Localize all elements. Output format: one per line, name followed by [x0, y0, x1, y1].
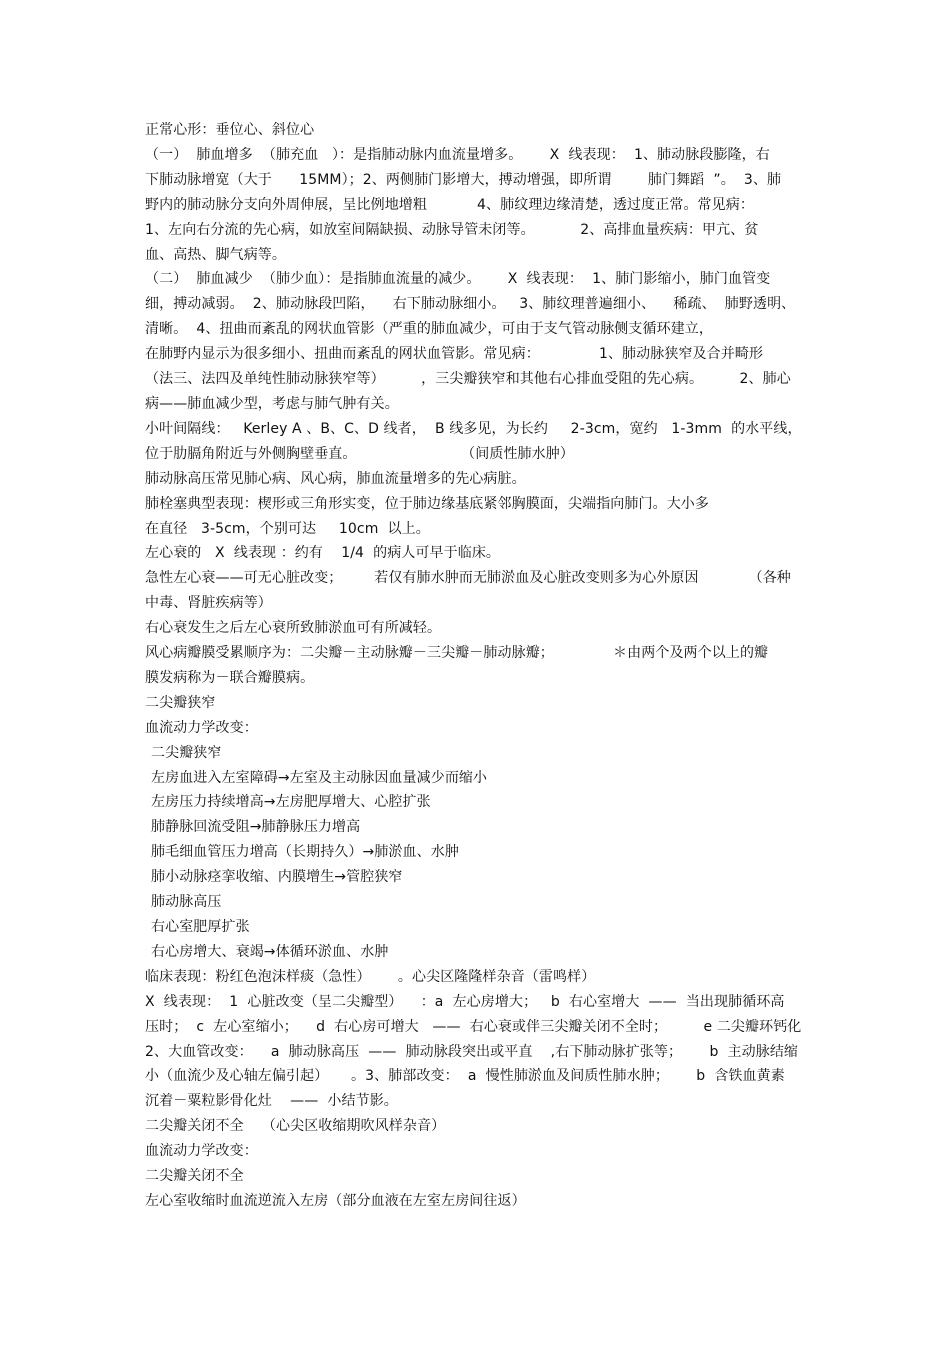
text-line: 正常心形：垂位心、斜位心	[145, 122, 315, 138]
text-line: （一） 肺血增多 （肺充血 ）：是指肺动脉内血流量增多。 X 线表现： 1、肺动脉段膨隆，右	[145, 146, 770, 163]
text-line: 左房血进入左室障碍→左室及主动脉因血量减少而缩小	[151, 769, 488, 786]
text-line: 肺动脉高压常见肺心病、风心病，肺血流量增多的先心病脏。	[145, 470, 526, 487]
text-line: X 线表现： 1 心脏改变（呈二尖瓣型） ：a 左心房增大； b 右心室增大 —— 当出现肺循环高	[145, 993, 785, 1010]
text-line: （二） 肺血减少 （肺少血）：是指肺血流量的减少。 X 线表现： 1、肺门影缩小，肺门血管变	[145, 271, 771, 288]
text-line: 膜发病称为－联合瓣膜病。	[145, 669, 315, 686]
text-line: 二尖瓣关闭不全 （心尖区收缩期吹风样杂音）	[145, 1118, 446, 1135]
text-line: 左房压力持续增高→左房肥厚增大、心腔扩张	[151, 794, 431, 811]
document-body	[145, 118, 810, 1214]
text-line: 小叶间隔线： Kerley A 、B、C、D 线者， B 线多见，为长约 2-3cm，宽约 1-3mm 的水平线，	[145, 420, 802, 437]
text-line: 血流动力学改变：	[145, 1143, 258, 1160]
text-line: 右心房增大、衰竭→体循环淤血、水肿	[151, 943, 389, 960]
text-line: （法三、法四及单纯性肺动脉狭窄等） ，三尖瓣狭窄和其他右心排血受阻的先心病。 2、肺心	[145, 371, 791, 388]
text-line: 急性左心衰——可无心脏改变； 若仅有肺水肿而无肺淤血及心脏改变则多为心外原因 （各种	[145, 570, 791, 587]
text-line: 肺栓塞典型表现：楔形或三角形实变，位于肺边缘基底紧邻胸膜面，尖端指向肺门。大小多	[145, 495, 709, 512]
text-line: 下肺动脉增宽（大于 15MM）；2、两侧肺门影增大，搏动增强，即所谓 肺门舞蹈 ”。 3、肺	[145, 171, 782, 188]
text-line: 位于肋膈角附近与外侧胸壁垂直。 （间质性肺水肿）	[145, 445, 574, 462]
text-line: 小（血流少及心轴左偏引起） 。3、肺部改变： a 慢性肺淤血及间质性肺水肿； b 含铁血黄素	[145, 1068, 785, 1085]
text-line: 在肺野内显示为很多细小、扭曲而紊乱的网状血管影。常见病： 1、肺动脉狭窄及合并畸形	[145, 346, 764, 363]
text-line: 左心室收缩时血流逆流入左房（部分血液在左室左房间往返）	[145, 1192, 526, 1209]
text-line: 右心室肥厚扩张	[151, 919, 250, 935]
text-line: 在直径 3-5cm，个别可达 10cm 以上。	[145, 520, 430, 537]
text-line: 1、左向右分流的先心病，如放室间隔缺损、动脉导管未闭等。 2、高排血量疾病：甲亢、贫	[145, 221, 759, 238]
text-line: 肺动脉高压	[151, 894, 222, 911]
text-line: 血、高热、脚气病等。	[145, 246, 286, 263]
text-line: 压时； c 左心室缩小； d 右心房可增大 —— 右心衰或伴三尖瓣关闭不全时； e 二尖瓣环钙化	[145, 1018, 802, 1035]
text-line: 病——肺血减少型，考虑与肺气肿有关。	[145, 395, 399, 412]
text-line: 二尖瓣关闭不全	[145, 1168, 244, 1185]
text-line: 中毒、肾脏疾病等）	[145, 595, 272, 612]
text-line: 右心衰发生之后左心衰所致肺淤血可有所减轻。	[145, 620, 442, 637]
text-line: 野内的肺动脉分支向外周伸展，呈比例地增粗 4、肺纹理边缘清楚，透过度正常。常见病：	[145, 196, 754, 213]
text-line: 清晰。 4、扭曲而紊乱的网状血管影（严重的肺血减少，可由于支气管动脉侧支循环建立，	[145, 321, 714, 338]
text-line: 沉着－粟粒影骨化灶 —— 小结节影。	[145, 1093, 398, 1110]
text-line: 肺小动脉痉挛收缩、内膜增生→管腔狭窄	[151, 869, 403, 886]
text-line: 血流动力学改变：	[145, 719, 258, 736]
text-line: 二尖瓣狭窄	[145, 694, 216, 711]
text-line: 肺毛细血管压力增高（长期持久）→肺淤血、水肿	[151, 844, 459, 861]
text-line: 二尖瓣狭窄	[151, 744, 222, 761]
text-line: 临床表现：粉红色泡沫样痰（急性） 。心尖区隆隆样杂音（雷鸣样）	[145, 968, 596, 985]
text-line: 2、大血管改变： a 肺动脉高压 —— 肺动脉段突出或平直 ,右下肺动脉扩张等； b 主动脉结缩	[145, 1043, 799, 1060]
text-line: 风心病瓣膜受累顺序为：二尖瓣－主动脉瓣－三尖瓣－肺动脉瓣； ＊由两个及两个以上的瓣	[145, 645, 769, 662]
text-line: 细，搏动减弱。 2、肺动脉段凹陷， 右下肺动脉细小。 3、肺纹理普遍细小、 稀疏、 肺野透明、	[145, 296, 796, 313]
text-line: 肺静脉回流受阻→肺静脉压力增高	[151, 819, 361, 836]
text-line: 左心衰的 X 线表现 ：约有 1/4 的病人可早于临床。	[145, 545, 501, 562]
